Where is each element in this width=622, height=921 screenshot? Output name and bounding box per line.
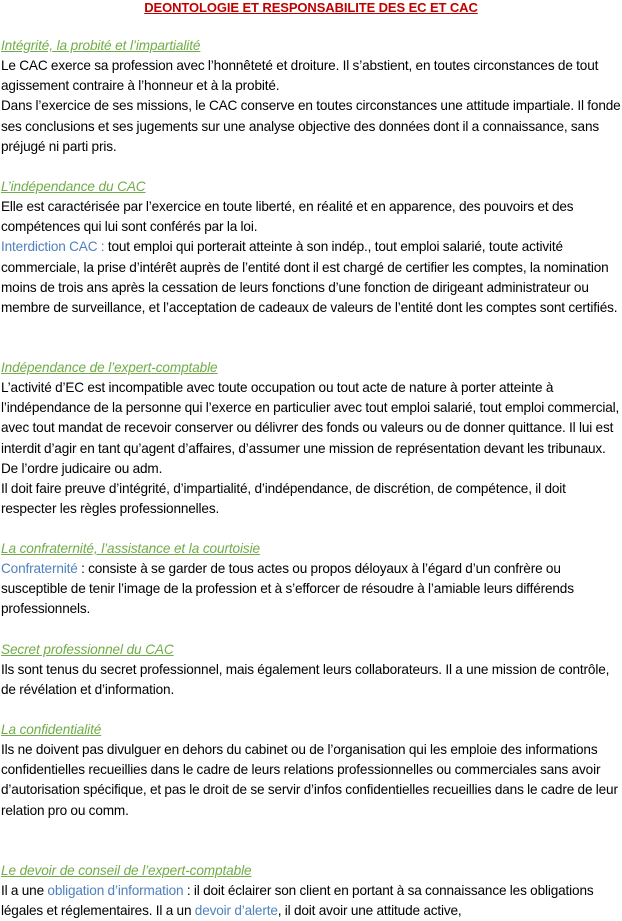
section-heading: Le devoir de conseil de l’expert-comptable (1, 863, 252, 878)
section-devoir-conseil (1, 861, 621, 921)
section-heading: Intégrité, la probité et l’impartialité (1, 38, 201, 53)
devoir-conseil-paragraph (1, 881, 621, 921)
section-paragraph: Il doit faire preuve d’intégrité, d’impartialité, d’indépendance, de discrétion, de compétence, il doit respecter les règles professionnelles. (1, 481, 566, 517)
section-secret-professionnel (1, 640, 621, 700)
interdiction-paragraph (1, 237, 621, 318)
devoir-alerte-keyword: devoir d’alerte (194, 903, 278, 919)
section-confraternite (1, 539, 621, 620)
section-heading: La confidentialité (1, 722, 102, 737)
devoir-text-1: Il a une (1, 883, 48, 898)
interdiction-text: tout emploi qui porterait atteinte à son indép., tout emploi salarié, toute activité commerciale, la prise d’intérêt auprès de l’entité dont il est chargé de certifier les comptes, la nomination moins de trois ans après la cessation de leurs fonctions d’une fonction de dirigeant administrateur ou membre de surveillance, et l’acceptation de cadeaux de valeurs de l’entité dont les comptes sont certifiés. (1, 239, 618, 316)
document-title: DEONTOLOGIE ET RESPONSABILITE DES EC ET CAC (144, 0, 478, 15)
obligation-information-keyword: obligation d’information (47, 883, 184, 898)
section-heading: Secret professionnel du CAC (1, 642, 174, 657)
section-heading: L’indépendance du CAC (1, 179, 146, 194)
section-paragraph: Ils ne doivent pas divulguer en dehors du cabinet ou de l’organisation qui les emploie des informations confidentielles recueillies dans le cadre de leurs relations professionnelles ou commerciales sans avoir d’autorisation spécifique, et pas le droit de se servir d’infos confidentielles recueillies dans le cadre de leur relation pro ou comm. (1, 742, 618, 818)
section-paragraph: Le CAC exerce sa profession avec l’honnêteté et droiture. Il s’abstient, en toutes circonstances de tout agissement contraire à l’honneur et à la probité. (1, 58, 599, 94)
devoir-text-2: : il doit éclairer son client en portant à sa connaissance les obligations légales et réglementaires. Il a un (1, 883, 594, 919)
confraternite-keyword: Confraternité (1, 561, 78, 576)
section-paragraph: Ils sont tenus du secret professionnel, mais également leurs collaborateurs. Il a une mission de contrôle, de révélation et d’information. (1, 662, 610, 698)
section-confidentialite (1, 720, 621, 821)
section-paragraph: Elle est caractérisée par l’exercice en toute liberté, en réalité et en apparence, des pouvoirs et des compétences qui lui sont conférés par la loi. (1, 199, 574, 235)
interdiction-keyword: Interdiction CAC : (1, 239, 105, 255)
section-paragraph: L’activité d’EC est incompatible avec toute occupation ou tout acte de nature à porter atteinte à l’indépendance de la personne qui l’exerce en particulier avec tout emploi salarié, tout emploi commercial, avec tout mandat de recevoir conserver ou délivrer des fonds ou valeurs ou de donner quittance. Il lui est interdit d’agir en tant qu’agent d’affaires, d’assumer une mission de représentation devant les tribunaux. De l’ordre judicaire ou adm. (1, 380, 620, 476)
section-independance-ec (1, 358, 621, 519)
confraternite-text: : consiste à se garder de tous actes ou propos déloyaux à l’égard d’un confrère ou susceptible de tenir l’image de la profession et à s’efforcer de résoudre à l’amiable leurs différends professionnels. (1, 561, 574, 617)
section-paragraph: Dans l’exercice de ses missions, le CAC conserve en toutes circonstances une attitude impartiale. Il fonde ses conclusions et ses jugements sur une analyse objective des données dont il a connaissance, sans préjugé ni parti pris. (1, 98, 621, 154)
devoir-text-3: , il doit avoir une attitude active, (277, 903, 462, 919)
section-integrite (1, 36, 621, 157)
section-heading: La confraternité, l’assistance et la courtoisie (1, 541, 261, 556)
section-heading: Indépendance de l’expert-comptable (1, 360, 218, 375)
confraternite-paragraph (1, 559, 621, 620)
section-independance-cac (1, 177, 621, 318)
